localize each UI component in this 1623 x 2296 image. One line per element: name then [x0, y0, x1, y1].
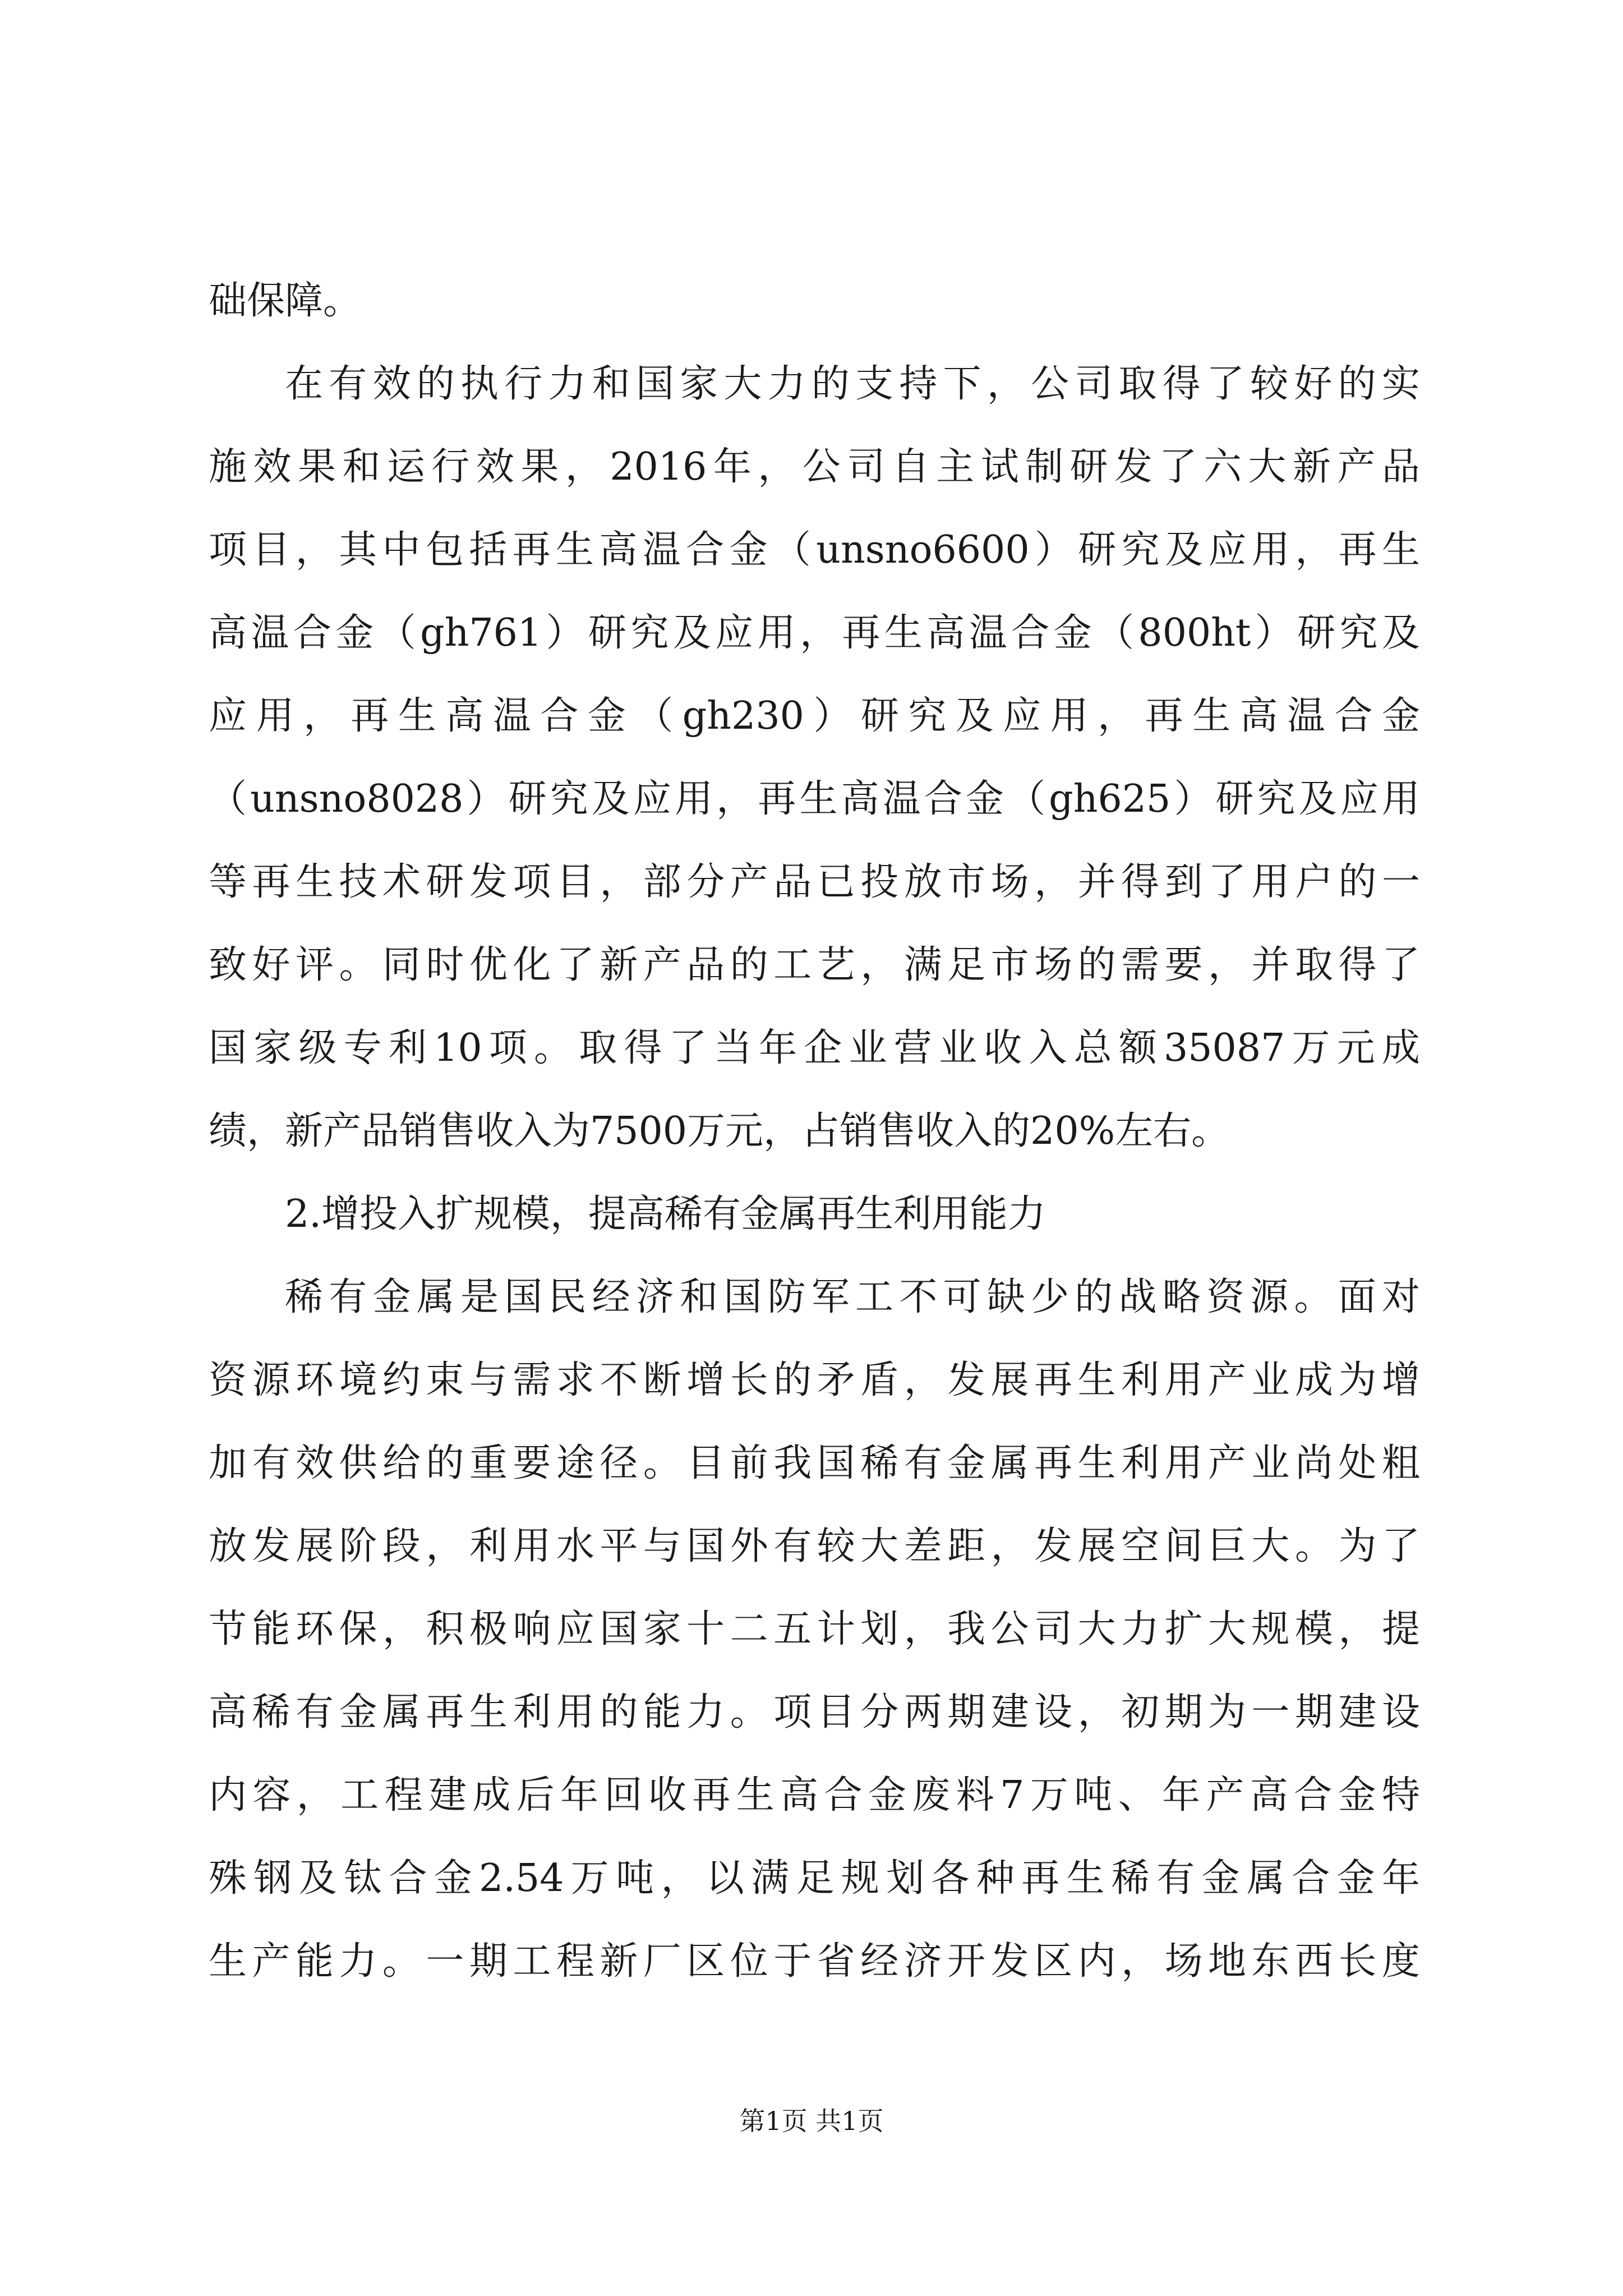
paragraph-line: 资源环境约束与需求不断增长的矛盾，发展再生利用产业成为增 [209, 1358, 1420, 1402]
paragraph-line: 项目，其中包括再生高温合金（unsno6600）研究及应用，再生 [209, 528, 1420, 572]
paragraph-line: 加有效供给的重要途径。目前我国稀有金属再生利用产业尚处粗 [209, 1441, 1420, 1485]
paragraph-line: 生产能力。一期工程新厂区位于省经济开发区内，场地东西长度 [209, 1939, 1420, 1984]
paragraph-line: 内容，工程建成后年回收再生高合金废料7万吨、年产高合金特 [209, 1773, 1420, 1818]
paragraph-line: 高稀有金属再生利用的能力。项目分两期建设，初期为一期建设 [209, 1690, 1420, 1734]
paragraph-line: 应用，再生高温合金（gh230）研究及应用，再生高温合金 [209, 694, 1420, 738]
paragraph-line: （unsno8028）研究及应用，再生高温合金（gh625）研究及应用 [209, 777, 1420, 821]
paragraph-line: 绩，新产品销售收入为7500万元，占销售收入的20%左右。 [209, 1109, 1230, 1153]
paragraph-line: 放发展阶段，利用水平与国外有较大差距，发展空间巨大。为了 [209, 1524, 1420, 1568]
paragraph-line: 施效果和运行效果，2016年，公司自主试制研发了六大新产品 [209, 445, 1420, 489]
paragraph-line: 高温合金（gh761）研究及应用，再生高温合金（800ht）研究及 [209, 611, 1420, 655]
paragraph-line: 节能环保，积极响应国家十二五计划，我公司大力扩大规模，提 [209, 1607, 1420, 1651]
paragraph-line: 等再生技术研发项目，部分产品已投放市场，并得到了用户的一 [209, 860, 1420, 904]
paragraph-line: 致好评。同时优化了新产品的工艺，满足市场的需要，并取得了 [209, 943, 1420, 987]
document-body [209, 260, 1420, 2003]
section-heading: 2.增投入扩规模，提高稀有金属再生利用能力 [285, 1192, 1046, 1236]
paragraph-line: 在有效的执行力和国家大力的支持下，公司取得了较好的实 [285, 362, 1420, 406]
paragraph-line: 国家级专利10项。取得了当年企业营业收入总额35087万元成 [209, 1026, 1420, 1070]
paragraph-line: 殊钢及钛合金2.54万吨，以满足规划各种再生稀有金属合金年 [209, 1856, 1420, 1901]
page-footer: 第1页 共1页 [739, 2106, 884, 2136]
paragraph-line: 础保障。 [209, 279, 362, 323]
paragraph-line: 稀有金属是国民经济和国防军工不可缺少的战略资源。面对 [285, 1275, 1420, 1319]
